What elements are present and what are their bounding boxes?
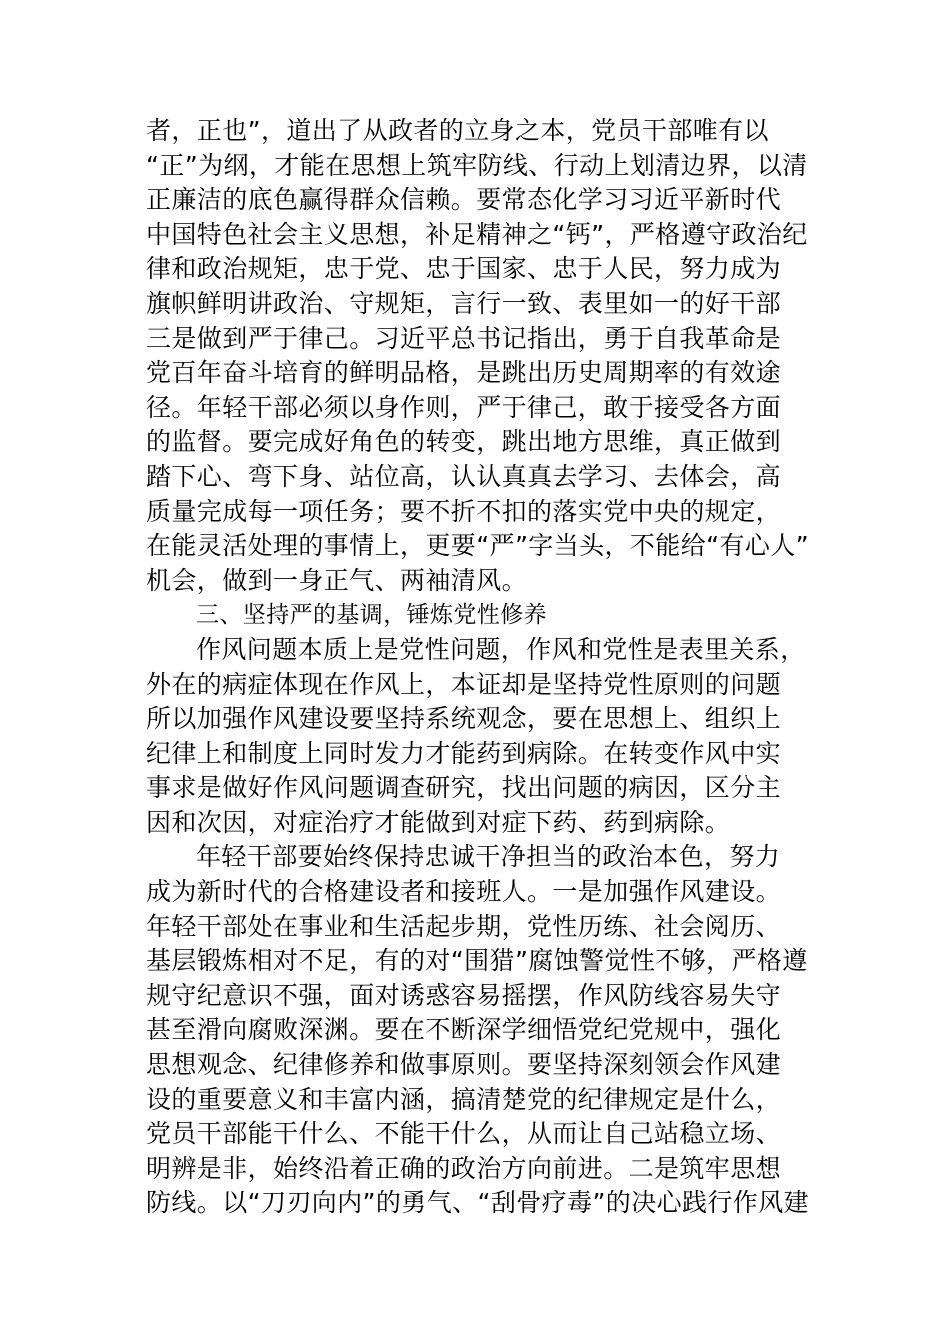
- section-heading: 三、坚持严的基调，锤炼党性修养: [196, 602, 547, 629]
- text-line: 所以加强作风建设要坚持系统观念，要在思想上、组织上: [146, 704, 782, 734]
- text-line: 基层锻炼相对不足，有的对“围猎”腐蚀警觉性不够，严格遵: [146, 946, 808, 976]
- text-line: 年轻干部要始终保持忠诚干净担当的政治本色，努力: [196, 842, 781, 872]
- text-line: 质量完成每一项任务；要不折不扣的落实党中央的规定，: [146, 496, 782, 526]
- text-line: 党百年奋斗培育的鲜明品格，是跳出历史周期率的有效途: [146, 358, 782, 388]
- text-line: 党员干部能干什么、不能干什么，从而让自己站稳立场、: [146, 1119, 782, 1149]
- text-line: 三是做到严于律己。习近平总书记指出，勇于自我革命是: [146, 323, 782, 353]
- text-line: 踏下心、弯下身、站位高，认认真真去学习、去体会，高: [146, 461, 782, 491]
- text-line: 机会，做到一身正气、两袖清风。: [146, 565, 528, 595]
- text-line: 正廉洁的底色赢得群众信赖。要常态化学习习近平新时代: [146, 185, 782, 215]
- text-line: 律和政治规矩，忠于党、忠于国家、忠于人民，努力成为: [146, 254, 782, 284]
- text-line: 事求是做好作风问题调查研究，找出问题的病因，区分主: [146, 773, 782, 803]
- text-line: 规守纪意识不强，面对诱惑容易摇摆，作风防线容易失守: [146, 980, 782, 1010]
- text-line: 者，正也”，道出了从政者的立身之本，党员干部唯有以: [146, 116, 769, 145]
- text-line: 设的重要意义和丰富内涵，搞清楚党的纪律规定是什么，: [146, 1084, 782, 1114]
- text-line: 防线。以“刀刃向内”的勇气、“刮骨疗毒”的决心践行作风建: [146, 1188, 810, 1218]
- text-line: 的监督。要完成好角色的转变，跳出地方思维，真正做到: [146, 427, 782, 457]
- text-line: 明辨是非，始终沿着正确的政治方向前进。二是筑牢思想: [146, 1153, 782, 1183]
- text-line: 径。年轻干部必须以身作则，严于律己，敢于接受各方面: [146, 392, 782, 422]
- text-line: 作风问题本质上是党性问题，作风和党性是表里关系，: [196, 634, 806, 664]
- text-line: 甚至滑向腐败深渊。要在不断深学细悟党纪党规中，强化: [146, 1015, 782, 1045]
- text-line: 在能灵活处理的事情上，更要“严”字当头，不能给“有心人”: [146, 531, 810, 561]
- text-line: 纪律上和制度上同时发力才能药到病除。在转变作风中实: [146, 738, 782, 768]
- body-text: [146, 114, 816, 1221]
- text-line: 因和次因，对症治疗才能做到对症下药、药到病除。: [146, 807, 731, 837]
- text-line: “正”为纲，才能在思想上筑牢防线、行动上划清边界，以清: [146, 150, 808, 180]
- text-line: 中国特色社会主义思想，补足精神之“钙”，严格遵守政治纪: [146, 219, 808, 249]
- text-line: 外在的病症体现在作风上，本证却是坚持党性原则的问题: [146, 669, 782, 699]
- text-line: 旗帜鲜明讲政治、守规矩，言行一致、表里如一的好干部: [146, 288, 782, 318]
- text-line: 成为新时代的合格建设者和接班人。一是加强作风建设。: [146, 877, 782, 907]
- text-line: 年轻干部处在事业和生活起步期，党性历练、社会阅历、: [146, 911, 782, 941]
- text-line: 思想观念、纪律修养和做事原则。要坚持深刻领会作风建: [146, 1050, 782, 1080]
